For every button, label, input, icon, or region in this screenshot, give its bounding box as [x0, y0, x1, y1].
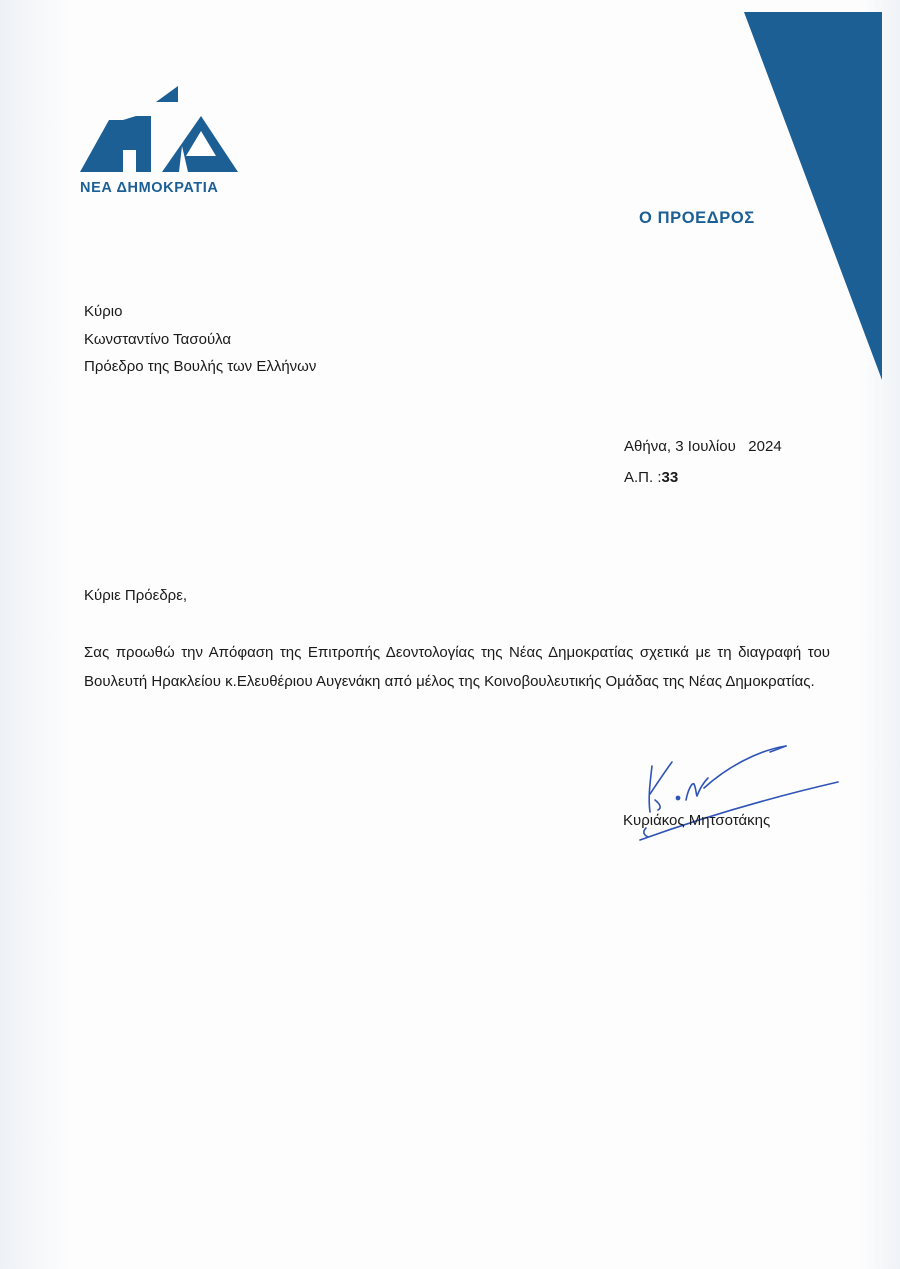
protocol-value: 33: [661, 469, 679, 486]
recipient-line: Πρόεδρο της Βουλής των Ελλήνων: [84, 358, 317, 375]
nd-logo-mark: [78, 86, 238, 176]
recipient-line: Κωνσταντίνο Τασούλα: [84, 330, 232, 348]
president-title: Ο ΠΡΟΕΔΡΟΣ: [639, 209, 755, 227]
letter-date: Αθήνα, 3 Ιουλίου 2024: [624, 438, 782, 455]
letter-body: Σας προωθώ την Απόφαση της Επιτροπής Δεοντολογίας της Νέας Δημοκρατίας σχετικά με τη διαγραφή του Βουλευτή Ηρακλείου κ.Ελευθέριου Αυγενάκη από μέλος της Κοινοβουλευτικής Ομάδας της Νέας Δημοκρατίας.: [84, 644, 830, 690]
party-name: ΝΕΑ ΔΗΜΟΚΡΑΤΙΑ: [80, 180, 219, 196]
party-logo: [78, 86, 238, 204]
protocol-number: [624, 469, 678, 486]
salutation: Κύριε Πρόεδρε,: [84, 587, 188, 604]
recipient-line: Κύριο: [84, 303, 123, 320]
recipient-block: [84, 298, 316, 381]
handwritten-signature: [600, 738, 860, 858]
signer-name: Κυριάκος Μητσοτάκης: [623, 812, 771, 829]
protocol-label: Α.Π. :: [624, 469, 662, 486]
